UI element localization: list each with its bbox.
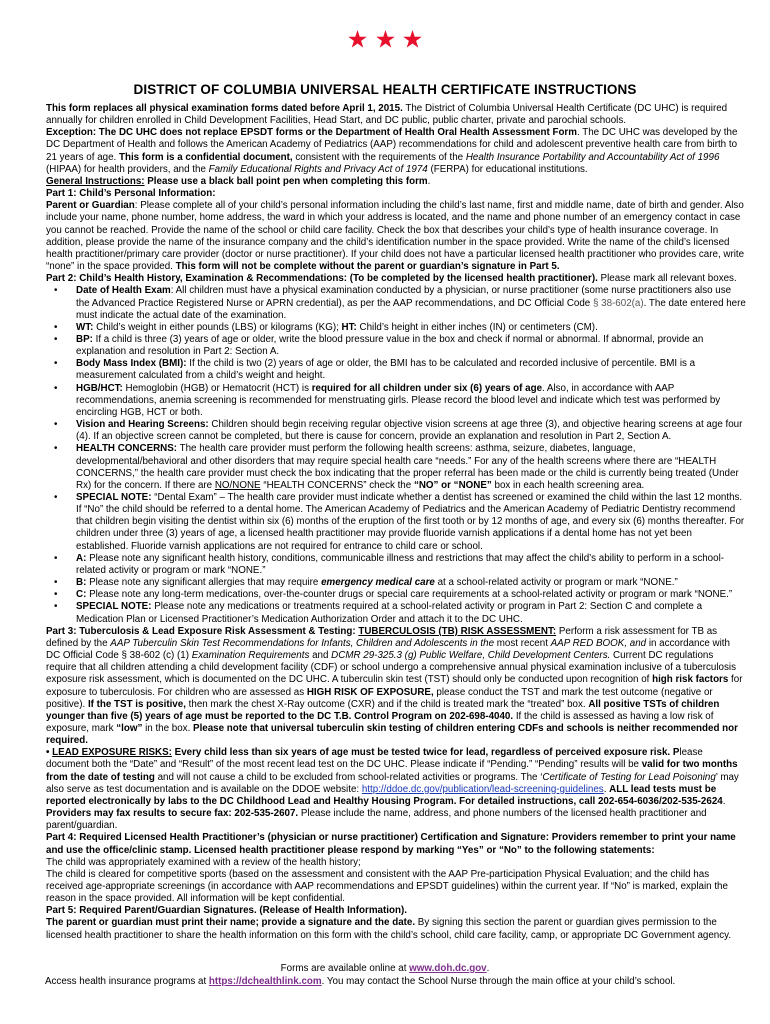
part5-paragraph: The parent or guardian must print their name; provide a signature and the date. By signing this section the parent or guardian gives permission to the licensed health practitioner to share the health information on this form with the child’s school, child care facility, camp, or appropriate DC Government agency. [46,917,732,941]
general-instructions: General Instructions: Please use a black ball point pen when completing this form. [46,175,431,187]
exception-paragraph: Exception: The DC UHC does not replace EPSDT forms or the Department of Health Oral Health Assessment Form. The DC UHC was developed by the DC Department of Health and follows the American Academy of Pediatrics (AAP) recommendations for child and adolescent preventive health care from birth to 21 years of age. This form is a confidential document, consistent with the requirements of the Health Insurance Portability and Accountability Act of 1996 (HIPAA) for health providers, and the Family Educational Rights and Privacy Act of 1974 (FERPA) for educational institutions. [46,127,738,175]
star-icon [376,30,395,48]
list-item: • SPECIAL NOTE: “Dental Exam” – The health care provider must indicate whether a dentist has screened or examined the child within the last 12 months. If “No” the child should be referred to a dental home. The American Academy of Pediatrics and the American Academy of Pediatric Dentistry recommend that children begin visiting the dentist within six (6) months of the eruption of the first tooth or by 12 months of age, and every six (6) months thereafter. For children under three (3) years of age, a licensed health practitioner may provide fluoride varnish applications if a dental home has not yet been established. Fluoride varnish applications are not required for entrance to child care or school. [54,492,745,552]
part3-paragraph: Part 3: Tuberculosis & Lead Exposure Risk Assessment & Testing: TUBERCULOSIS (TB) RISK ASSESSMENT: Perform a risk assessment for TB as defined by the AAP Tuberculin Skin Test Recommendations for Infants, Children and Adolescents in the most recent AAP RED BOOK, and in accordance with DC Official Code § 38-602 (c) (1) Examination Requirements and DCMR 29-325.3 (g) Public Welfare, Child Development Centers. Current DC regulations require that all children attending a child development facility (CDF) or school undergo a comprehensive annual physical examination inclusive of a tuberculosis exposure risk assessment, which is documented on the DC UHC. A tuberculin skin test (TST) should only be conducted upon recognition of high risk factors for exposure to tuberculosis. For children who are assessed as HIGH RISK OF EXPOSURE, please conduct the TST and mark the test outcome (negative or positive). If the TST is positive, then mark the chest X-Ray outcome (CXR) and if the child is treated mark the “treated” box. All positive TSTs of children younger than five (5) years of age must be reported to the DC T.B. Control Program on 202-698-4040. If the child is assessed as having a low risk of exposure, mark “low” in the box. Please note that universal tuberculin skin testing of children entering CDFs and schools is neither recommended nor required. [46,625,743,747]
part1-heading: Part 1: Child’s Personal Information: [46,188,216,200]
dc-flag-stars [0,30,770,50]
footer [0,963,770,988]
list-item: • HEALTH CONCERNS: The health care provider must perform the following health screens: asthma, seizure, diabetes, language, developmental/behavioral and other disorders that may require special health care “needs.” For any of the health screens where there are “HEALTH CONCERNS,” the health care provider must check the box indicating that the proper referral has been made or the child is currently being treated (Under Rx) for the concern. If there are NO/NONE “HEALTH CONCERNS” check the “NO” or “NONE” box in each health screening area. [54,443,739,491]
doh-website-link[interactable]: www.doh.dc.gov [409,963,487,974]
health-insurance-line: Access health insurance programs at https://dchealthlink.com. You may contact the School Nurse through the main office at your child’s school. [45,975,676,987]
part4-statement: The child is cleared for competitive sports (based on the assessment and consistent with the AAP Pre-participation Physical Evaluation; and the child has received age-appropriate screenings (in accordance with AAP recommendations and EPSDT guidelines) within the current year. If “No” is marked, explain the reason in the space provided. All information will be kept confidential. [46,868,728,905]
part4-statement: The child was appropriately examined with a review of the health history; [46,856,361,868]
star-icon [403,30,422,48]
part2-heading: Part 2: Child’s Health History, Examination & Recommendations: (To be completed by the licensed health practitioner). Please mark all relevant boxes. [46,273,737,285]
list-item: • BP: If a child is three (3) years of age or older, write the blood pressure value in the box and check if normal or abnormal. If abnormal, provide an explanation and resolution in Part 2: Section A. [54,333,704,358]
instructions-body [46,103,746,942]
part2-list [46,285,746,625]
star-icon [348,30,367,48]
list-item: • A: Please note any significant health history, conditions, communicable illness and restrictions that may affect the child’s ability to perform in a school-related activity or program or mark “NONE.” [54,552,725,576]
intro-paragraph: This form replaces all physical examination forms dated before April 1, 2015. The District of Columbia Universal Health Certificate (DC UHC) is required annually for children enrolled in Child Development Facilities, Head Start, and DC public, public charter, private and parochial schools. [46,103,728,127]
list-item: • HGB/HCT: Hemoglobin (HGB) or Hematocrit (HCT) is required for all children under six (6) years of age. Also, in accordance with AAP recommendations, anemia screening is recommended for menstruating girls. Please record the blood level and indicate which test was performed by encircling HGB, HCT or both. [54,382,721,418]
forms-online-line: Forms are available online at www.doh.dc.gov. [280,963,490,974]
part1-paragraph: Parent or Guardian: Please complete all of your child’s personal information including the child’s last name, first and middle name, date of birth and gender. Also include your name, phone number, home address, the ward in which your address is located, and the name and phone number of an emergency contact in case you cannot be reached. Provide the name of the school or child care facility. Check the box that describes your child’s type of health insurance coverage. In addition, please provide the name of the insurance company and the child’s identification number in the space provided. Write the name of the child’s licensed health practitioner/primary care provider (doctor or nurse practitioner). If your child does not have a particular licensed health practitioner who provides care, write “none” in the space provided. This form will not be complete without the parent or guardian’s signature in Part 5. [46,200,745,273]
list-item: • WT: Child’s weight in either pounds (LBS) or kilograms (KG); HT: Child’s height in either inches (IN) or centimeters (CM). [54,321,598,333]
page-title: DISTRICT OF COLUMBIA UNIVERSAL HEALTH CERTIFICATE INSTRUCTIONS [133,82,637,97]
dchealthlink-link[interactable]: https://dchealthlink.com [208,975,322,987]
list-item: • C: Please note any long-term medications, over-the-counter drugs or special care requirements at a school-related activity or program or mark “NONE.” [54,589,733,601]
part5-heading: Part 5: Required Parent/Guardian Signatures. (Release of Health Information). [46,905,407,917]
part4-heading: Part 4: Required Licensed Health Practitioner’s (physician or nurse practitioner) Certification and Signature: Providers remember to print your name and use the office/clinic stamp. Licensed health practitioner please respond by marking “Yes” or “No” to the following statements: [46,832,736,856]
list-item: • SPECIAL NOTE: Please note any medications or treatments required at a school-related activity or program in Part 2: Section C and complete a Medication Plan or Licensed Practitioner’s Medication Authorization Order and attach it to the DC UHC. [54,601,703,625]
list-item: • Vision and Hearing Screens: Children should begin receiving regular objective vision screens at age three (3), and objective hearing screens at age four (4). If an objective screen cannot be completed, but there is cause for concern, provide an explanation and resolution in Part 2, Section A. [54,419,743,443]
list-item: • Body Mass Index (BMI): If the child is two (2) years of age or older, the BMI has to be calculated and recorded inclusive of percentile. BMI is a measurement calculated from a child’s weight and height. [54,358,696,382]
lead-paragraph: • LEAD EXPOSURE RISKS: Every child less than six years of age must be tested twice for lead, regardless of perceived exposure risk. Please document both the “Date” and “Result” of the most recent lead test on the DC UHC. Please indicate if “Pending.” “Pending” results will be valid for two months from the date of testing and will not cause a child to be excluded from school-related activities or programs. The ‘Certificate of Testing for Lead Poisoning’ may also serve as test documentation and is available on the DDOE website: http://ddoe.dc.gov/publication/lead-screening-guidelines. ALL lead tests must be reported electronically by labs to the DC Childhood Lead and Healthy Housing Program. For detailed instructions, call 202-654-6036/202-535-2624. Providers may fax results to secure fax: 202-535-2607. Please include the name, address, and phone numbers of the licensed health practitioner and parent/guardian. [46,747,739,832]
lead-guidelines-link[interactable]: http://ddoe.dc.gov/publication/lead-screening-guidelines [361,783,604,795]
list-item: • Date of Health Exam: All children must have a physical examination conducted by a physician, or nurse practitioner (some nurse practitioners also use the Advanced Practice Registered Nurse or APRN credential), as per the AAP recommendations, and DC Official Code § 38-602(a). The date entered here must indicate the actual date of the examination. [54,285,746,321]
list-item: • B: Please note any significant allergies that may require emergency medical care at a school-related activity or program or mark “NONE.” [54,577,678,589]
